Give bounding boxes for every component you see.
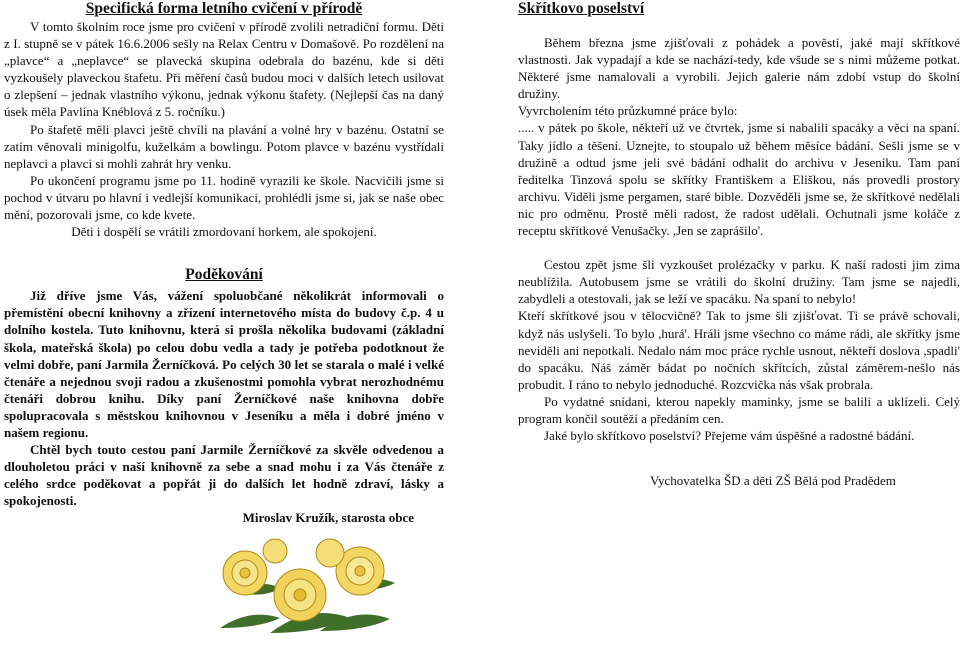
yellow-roses-illustration bbox=[200, 533, 410, 643]
paragraph: V tomto školním roce jsme pro cvičení v přírodě zvolili netradiční formu. Děti z I. stupně se v pátek 16.6.2006 sešly na Relax Centru v Domašově. Po rozdělení na „plavce“ a „neplavce“ se plavecká skupina odebrala do bazénu, kde si děti vyzkoušely plaveckou štafetu. Při měření časů budou moci v dalších letech usilovat o zlepšení – jednak vlastního výkonu, jednak výkonu štafety. (Nejlepší čas na daný úsek měla Pavlína Knéblová z 5. ročníku.) bbox=[4, 19, 444, 120]
paragraph: Jaké bylo skřítkovo poselství? Přejeme vám úspěšné a radostné bádání. bbox=[544, 428, 915, 444]
paragraph: Vyvrcholením této průzkumné práce bylo: bbox=[518, 103, 738, 119]
paragraph: Během března jsme zjišťovali z pohádek a pověstí, jaké mají skřítkové vlastnosti. Jak vypadají a kde se nachází-tedy, kde všude se s nimi můžeme potkat. Některé jsme namalovali a vyrobili. Jejich galerie nám zdobí vstup do školní družiny. bbox=[518, 35, 960, 102]
paragraph: Po štafetě měli plavci ještě chvíli na plavání a volné hry v bazénu. Ostatní se zatím věnovali minigolfu, kuželkám a bowlingu. Potom plavce v bazénu vystřídali neplavci a plavci si mohli zahrát hry venku. bbox=[4, 121, 444, 171]
paragraph: Děti i dospělí se vrátili zmordovaní horkem, ale spokojení. bbox=[71, 224, 377, 240]
paragraph: Cestou zpět jsme šli vyzkoušet prolézačky v parku. K naší radosti jim zima neublížila. Autobusem jsme se vrátili do školní družiny. Tam jsme se najedli, zabydleli a otestovali, jak se leží ve spacáku. Na spaní to nebylo! bbox=[518, 257, 960, 307]
thanks-title: Poděkování bbox=[185, 266, 263, 284]
article-title-nature-exercise: Specifická forma letního cvičení v přírodě bbox=[85, 0, 363, 17]
signature: Vychovatelka ŠD a děti ZŠ Bělá pod Pradědem bbox=[650, 473, 896, 489]
paragraph: Kteří skřítkové jsou v tělocvičně? Tak to jsme šli zjišťovat. Ti se právě schovali, když nás uslyšeli. To bylo ,hurá'. Hráli jsme všechno co máme rádi, ale skřítky jsme neviděli ani nepotkali. Nedalo nám moc práce rychle usnout, někteří doslova ,spadli' do spacáku. Náš záměr bádat po nočních skřítcích, zůstal záměrem-nešlo nás probudit. I ráno to nebylo jednoduché. Rozcvička nás však probrala. bbox=[518, 308, 960, 392]
article-title-elf-message: Skřítkovo poselství bbox=[518, 0, 645, 17]
thanks-section bbox=[4, 266, 444, 526]
left-column bbox=[4, 0, 444, 527]
thanks-signature: Miroslav Kružík, starosta obce bbox=[242, 510, 414, 526]
paragraph: ..... v pátek po škole, někteří už ve čtvrtek, jsme si nabalili spacáky a věci na spaní. Taky jídlo a těšení. Uznejte, to stoupalo už během měsíce bádání. Sešli jsme se v družině a odtud jsme jeli své bádání odhalit do archivu v Jeseníku. Tam paní ředitelka Tinzová spolu se skřítky Františkem a Eliškou, nás provedli prostory archivu. Viděli jsme pergamen, staré bible. Dozvěděli jsme se, že skřítkové nedělali nic pro odměnu. Prostě měli radost, že radost udělali. Ochutnali jsme koláče z receptu skřítkové Venušačky. ,Jen se zaprášilo'. bbox=[518, 120, 960, 239]
paragraph: Po vydatné snídani, kterou napekly maminky, jsme se balili a uklízeli. Celý program končil soutěží a předáním cen. bbox=[518, 393, 960, 426]
thanks-paragraph: Již dříve jsme Vás, vážení spoluobčané několikrát informovali o přemístění obecní knihovny a zřízení internetového místa do budovy č.p. 4 u dolního kostela. Tuto knihovnu, která si prošla několika budovami (základní škola, mateřská škola) po celou dobu vedla a tady je potřeba podotknout že velmi dobře, paní Jarmila Žerníčková. Po celých 30 let se starala o malé i velké čtenáře a nejednou svoji radou a zkušenostmi pomohla vybrat nerozhodnému čtenáři dobrou knihu. Díky paní Žerníčkové naše knihovna dobře spolupracovala s městskou knihovnou v Jeseníku a měla i dobré jméno v našem regionu. bbox=[4, 288, 444, 440]
right-column bbox=[518, 0, 960, 489]
paragraph: Po ukončení programu jsme po 11. hodině vyrazili ke škole. Nacvičili jsme si pochod v útvaru po hlavní i vedlejší komunikaci, prohlédli jsme si, jak se naše obec mění, pozorovali jsme, co kde kvete. bbox=[4, 172, 444, 223]
thanks-paragraph: Chtěl bych touto cestou paní Jarmile Žerníčkové za skvěle odvedenou a dlouholetou práci v naší knihovně za sebe a snad mohu i za Vás čtenáře z celého srdce poděkovat a popřát ji do dalších let hodně zdraví, lásky a spokojenosti. bbox=[4, 442, 444, 509]
